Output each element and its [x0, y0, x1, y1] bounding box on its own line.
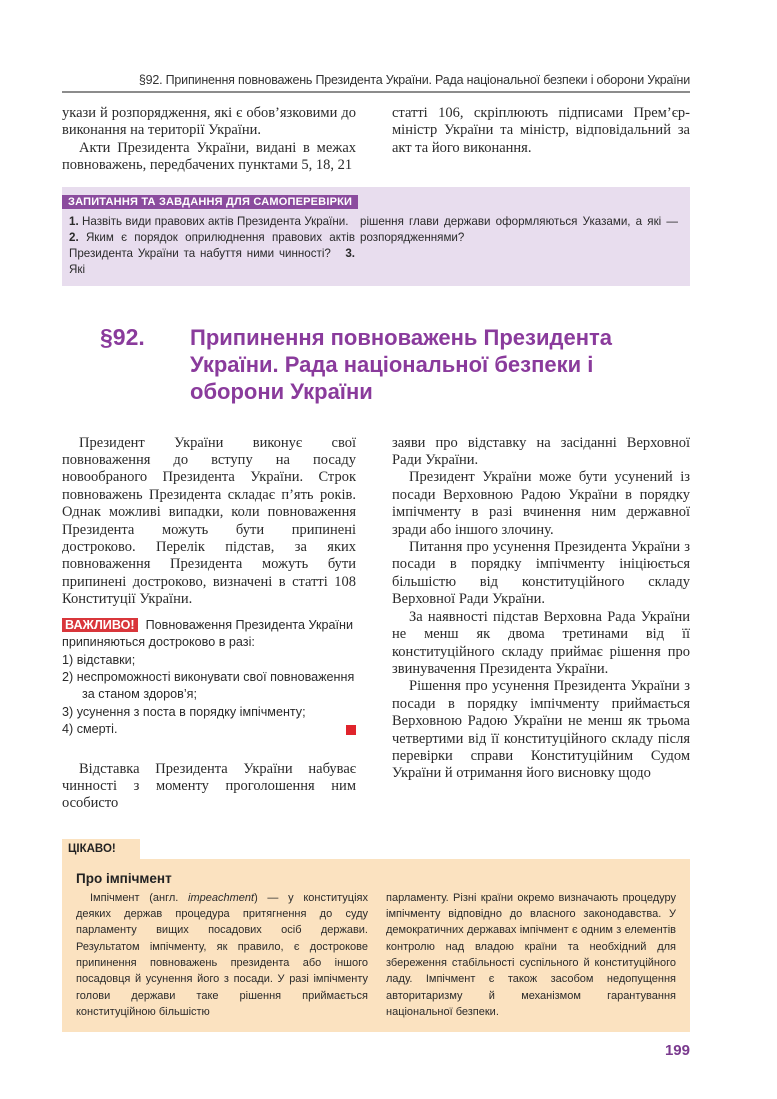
list-item-text: 4) смерті. — [62, 722, 118, 737]
question-number: 3. — [345, 246, 355, 260]
section-heading — [62, 324, 690, 405]
section-title: Припинення повноважень Президента України. Рада національної безпеки і оборони України — [190, 324, 612, 404]
question-text: Які — [69, 262, 86, 276]
question-text: Яким є порядок оприлюднення правових актів Президента України та набуття ними чинності? — [69, 230, 355, 260]
main-left-column — [62, 435, 356, 813]
top-text-right — [392, 105, 690, 157]
page-number: 199 — [664, 1042, 690, 1060]
paragraph: укази й розпорядження, які є обов’язковими до виконання на території України. — [62, 105, 356, 139]
questions-right: рішення глави держави оформляються Указами, а які — розпорядженнями? — [360, 214, 678, 244]
main-text — [62, 435, 690, 813]
main-left-continuation — [62, 761, 356, 813]
questions-left — [69, 214, 355, 278]
interesting-title: Про імпічмент — [76, 870, 172, 886]
paragraph: Питання про усунення Президента України з посади в порядку імпічменту ініціюється більшістю від конституційного складу Верховної Ради України. — [392, 539, 690, 608]
header-divider — [62, 91, 690, 93]
section-number: §92. — [100, 323, 145, 350]
interesting-left — [76, 890, 368, 1020]
question-number: 2. — [69, 230, 79, 244]
question-number: 1. — [69, 214, 79, 228]
interesting-label: ЦІКАВО! — [62, 839, 140, 859]
paragraph: Рішення про усунення Президента України з посади в порядку імпічменту приймається Верховною Радою України не менш як трьома четвертими від її конституційного складу після перевірки справи Конституційним Судом України й отримання його висновку щодо — [392, 678, 690, 782]
important-intro: Повноваження Президента України припиняються достроково в разі: — [62, 617, 353, 650]
text: ) — у конституціях деяких держав процедура притягнення до суду парламенту вищих посадових осіб держави. Результатом імпічменту, як правило, є дострокове припинення повноважень президента або іншого посадовця й усунення його з посади. У разі імпічменту голови держави таке рішення приймається конституційною більшістю — [76, 891, 368, 1018]
important-list — [62, 652, 356, 739]
paragraph: заяви про відставку на засіданні Верховної Ради України. — [392, 434, 690, 469]
questions-label: ЗАПИТАННЯ ТА ЗАВДАННЯ ДЛЯ САМОПЕРЕВІРКИ — [62, 195, 358, 209]
paragraph: статті 106, скріплюють підписами Прем’єр-міністр України та міністр, відповідальний за акт та його виконання. — [392, 105, 690, 156]
top-text-left — [62, 105, 356, 175]
self-check-questions-box — [62, 187, 690, 286]
paragraph: Акти Президента України, видані в межах повноважень, передбачених пунктами 5, 18, 21 — [62, 139, 356, 174]
paragraph: За наявності підстав Верховна Рада України не менш як двома третинами від її конституційного складу приймає рішення про звинувачення Президента України. — [392, 608, 690, 677]
list-item: 1) відставки; — [62, 652, 136, 667]
list-item: 3) усунення з поста в порядку імпічменту; — [62, 704, 306, 719]
text: Імпічмент (англ. — [90, 891, 189, 904]
paragraph: Президент України може бути усунений із посади Верховною Радою України в порядку імпічменту в разі вчинення ним державної зради або іншого злочину. — [392, 469, 690, 538]
top-text — [62, 105, 690, 175]
important-block — [62, 617, 356, 739]
list-item: 2) неспроможності виконувати свої повноваження за станом здоров’я; — [62, 669, 355, 702]
list-item — [62, 721, 356, 738]
interesting-right: парламенту. Різні країни окремо визначають процедуру імпічменту відповідно до власного законодавства. У демократичних державах імпічмент є одним з елементів контролю над владою країни та необхідний для збереження стабільності суспільного й конституційного ладу. Імпічмент є також засобом недопущення авторитаризму й механізмом гарантування національної безпеки. — [386, 891, 676, 1018]
term: impeachment — [188, 891, 255, 904]
paragraph: Відставка Президента України набуває чинності з моменту проголошення ним особисто — [62, 760, 356, 812]
important-badge: ВАЖЛИВО! — [62, 618, 138, 632]
interesting-box — [62, 859, 690, 1032]
paragraph: Президент України виконує свої повноваження до вступу на посаду новообраного Президента України. Строк повноважень Президента складає п’ять років. Однак можливі випадки, коли повноваження Президента можуть бути припинені достроково. Перелік підстав, за яких повноваження Президента можуть бути припинені достроково, визначені в статті 108 Конституції України. — [62, 434, 356, 608]
question-text: Назвіть види правових актів Президента України. — [82, 214, 349, 228]
running-header: §92. Припинення повноважень Президента України. Рада національної безпеки і оборони України — [138, 73, 690, 87]
end-marker-square — [346, 725, 356, 735]
main-right-column — [392, 435, 690, 783]
